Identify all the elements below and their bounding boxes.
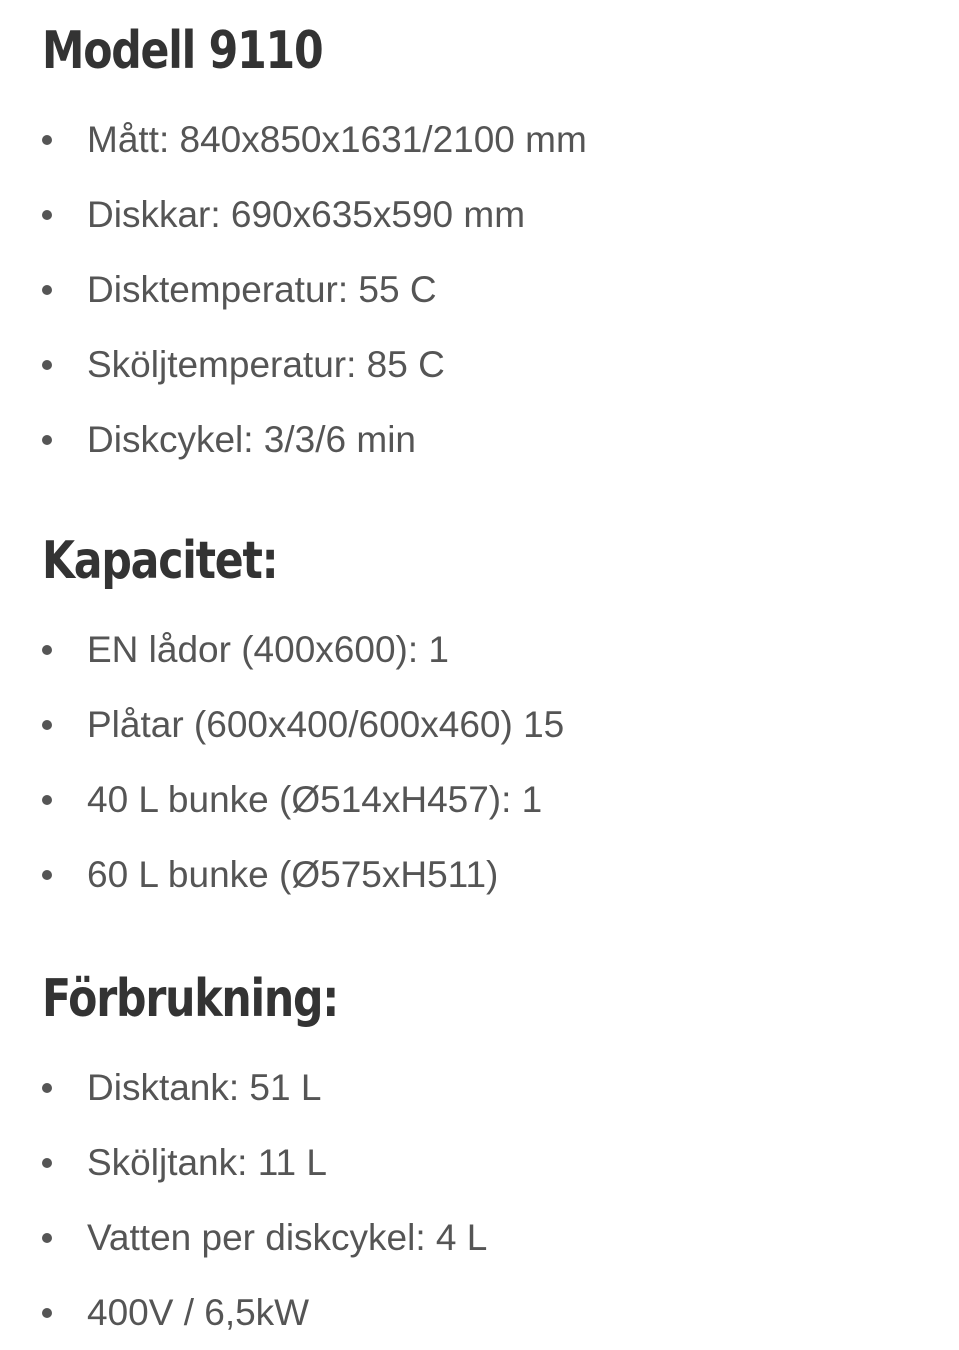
bullet-icon	[42, 1233, 52, 1243]
bullet-icon	[42, 1158, 52, 1168]
bullet-icon	[42, 645, 52, 655]
list-item-text: Disktemperatur: 55 C	[87, 269, 437, 310]
bullet-icon	[42, 870, 52, 880]
list-item-text: Sköljtank: 11 L	[87, 1142, 327, 1183]
bullet-icon	[42, 795, 52, 805]
list-item	[42, 687, 942, 762]
list-item	[42, 762, 942, 837]
list-item-text: Vatten per diskcykel: 4 L	[87, 1217, 488, 1258]
section-heading-model: Modell 9110	[42, 21, 323, 81]
spec-content	[42, 0, 942, 1350]
consumption-spec-list	[42, 1050, 942, 1350]
list-item-text: Diskcykel: 3/3/6 min	[87, 419, 416, 460]
list-item-text: Disktank: 51 L	[87, 1067, 322, 1108]
list-item	[42, 1050, 942, 1125]
bullet-icon	[42, 360, 52, 370]
bullet-icon	[42, 135, 52, 145]
list-item	[42, 837, 942, 912]
bullet-icon	[42, 285, 52, 295]
list-item-text: 60 L bunke (Ø575xH511)	[87, 854, 499, 895]
list-item	[42, 327, 942, 402]
list-item-text: 40 L bunke (Ø514xH457): 1	[87, 779, 543, 820]
bullet-icon	[42, 720, 52, 730]
list-item	[42, 1125, 942, 1200]
list-item	[42, 102, 942, 177]
bullet-icon	[42, 1308, 52, 1318]
capacity-spec-list	[42, 612, 942, 912]
section-heading-capacity: Kapacitet:	[42, 531, 278, 591]
list-item	[42, 1200, 942, 1275]
list-item-text: Sköljtemperatur: 85 C	[87, 344, 445, 385]
bullet-icon	[42, 210, 52, 220]
list-item	[42, 1275, 942, 1350]
list-item-text: 400V / 6,5kW	[87, 1292, 310, 1333]
list-item	[42, 252, 942, 327]
section-heading-consumption: Förbrukning:	[42, 969, 339, 1029]
list-item-text: Mått: 840x850x1631/2100 mm	[87, 119, 587, 160]
list-item	[42, 612, 942, 687]
bullet-icon	[42, 1083, 52, 1093]
list-item	[42, 177, 942, 252]
model-spec-list	[42, 102, 942, 477]
list-item-text: Diskkar: 690x635x590 mm	[87, 194, 526, 235]
list-item	[42, 402, 942, 477]
list-item-text: EN lådor (400x600): 1	[87, 629, 449, 670]
bullet-icon	[42, 435, 52, 445]
list-item-text: Plåtar (600x400/600x460) 15	[87, 704, 565, 745]
